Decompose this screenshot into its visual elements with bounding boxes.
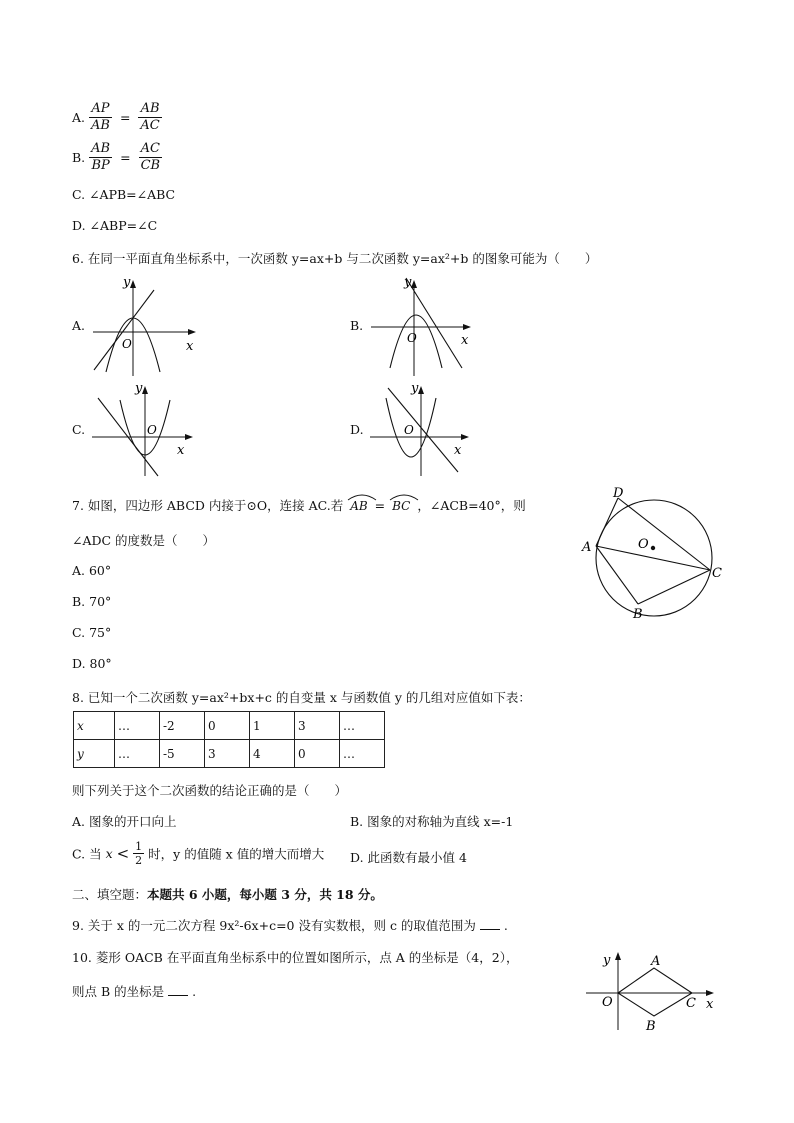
q6-stem: 6. 在同一平面直角坐标系中，一次函数 y=ax+b 与二次函数 y=ax²+b 的图象可能为（ ） (72, 251, 598, 266)
y-axis-label: y (135, 381, 143, 396)
denominator: BP (91, 158, 110, 173)
q6-graph-b (366, 272, 481, 380)
denominator: AC (140, 118, 160, 133)
arc-bc-label: BC (392, 499, 411, 513)
q10-line2-text: 则点 B 的坐标是 (72, 984, 165, 999)
q10-rhombus-figure (584, 948, 724, 1034)
table-cell: x (74, 712, 115, 740)
q8-question: 则下列关于这个二次函数的结论正确的是（ ） (72, 783, 348, 798)
center-o-label: O (638, 537, 649, 552)
x-axis-label: x (454, 443, 462, 458)
point-d-label: D (613, 486, 624, 501)
origin-label: O (122, 337, 132, 351)
table-cell: -5 (160, 740, 205, 768)
arc-ab-label: AB (350, 499, 368, 513)
origin-label: O (407, 331, 417, 345)
q7-option-d: D. 80° (72, 656, 112, 671)
point-b-label: B (633, 607, 643, 622)
q9-stem (72, 916, 508, 934)
q6-option-d-label: D. (350, 422, 364, 437)
fraction (89, 141, 112, 174)
numerator: 1 (135, 840, 143, 853)
y-axis-label: y (411, 381, 419, 396)
q5-option-b-label: B. (72, 150, 86, 165)
fraction-one-half (133, 840, 144, 867)
q6-option-a-label: A. (72, 318, 86, 333)
equals-sign: = (119, 110, 131, 125)
table-cell: … (115, 712, 160, 740)
q6-option-c-label: C. (72, 422, 86, 437)
arc-ab (347, 499, 370, 513)
equals-sign: = (120, 150, 131, 165)
denominator: 2 (135, 854, 143, 867)
less-than-sign: < (116, 844, 130, 863)
table-cell: 0 (205, 712, 250, 740)
q8-option-d: D. 此函数有最小值 4 (350, 850, 467, 865)
q8-option-c-prefix: C. 当 (72, 846, 102, 862)
arc-mark-icon (347, 493, 377, 501)
table-cell: … (340, 712, 385, 740)
y-axis-label: y (404, 275, 412, 290)
table-cell: … (340, 740, 385, 768)
denominator: AB (91, 118, 110, 133)
q5-option-c: C. ∠APB=∠ABC (72, 187, 176, 202)
table-cell: 3 (295, 712, 340, 740)
q6-option-b-label: B. (350, 318, 364, 333)
q10-line2 (72, 982, 196, 1000)
q5-option-a (72, 101, 162, 134)
q6-graph-c (88, 380, 203, 480)
q8-value-table (73, 711, 385, 768)
section-heading (72, 885, 383, 903)
table-cell: 4 (250, 740, 295, 768)
point-b-label: B (646, 1019, 656, 1034)
q7-circle-figure (576, 484, 728, 622)
table-row (74, 712, 385, 740)
section-heading-prefix: 二、填空题： (72, 887, 148, 902)
origin-label: O (602, 995, 613, 1010)
table-row (74, 740, 385, 768)
point-a-label: A (651, 954, 661, 969)
section-heading-detail: 本题共 6 小题，每小题 3 分，共 18 分。 (147, 887, 383, 902)
y-axis-label: y (603, 953, 611, 968)
fraction (138, 101, 161, 134)
q6-graph-d (366, 380, 481, 480)
x-axis-label: x (177, 443, 185, 458)
equals-sign: = (374, 498, 386, 513)
q7-option-b: B. 70° (72, 594, 112, 609)
q8-option-a: A. 图象的开口向上 (72, 814, 177, 829)
q7-stem-line2: ∠ADC 的度数是（ ） (72, 533, 216, 548)
x-axis-label: x (186, 339, 194, 354)
q7-option-c: C. 75° (72, 625, 112, 640)
q8-option-c-suffix: 时，y 的值随 x 值的增大而增大 (148, 846, 325, 862)
q5-option-a-label: A. (72, 110, 86, 125)
origin-label: O (147, 423, 157, 437)
table-cell: -2 (160, 712, 205, 740)
point-c-label: C (686, 996, 696, 1011)
q7-stem-part2: ，∠ACB=40°，则 (417, 498, 526, 513)
q7-stem-line1 (72, 496, 526, 514)
numerator: AB (91, 141, 111, 156)
table-cell: 1 (250, 712, 295, 740)
arc-mark-icon (389, 493, 419, 501)
arc-bc (389, 499, 413, 513)
table-cell: 0 (295, 740, 340, 768)
q6-graph-a (88, 272, 203, 380)
table-cell: … (115, 740, 160, 768)
q8-option-c (72, 840, 324, 867)
fraction (89, 101, 112, 134)
numerator: AC (139, 141, 163, 158)
numerator: AP (89, 101, 112, 118)
q10-line1: 10. 菱形 OACB 在平面直角坐标系中的位置如图所示，点 A 的坐标是（4，2）， (72, 950, 519, 965)
origin-label: O (404, 423, 414, 437)
x-axis-label: x (706, 997, 714, 1012)
q9-text: 9. 关于 x 的一元二次方程 9x²-6x+c=0 没有实数根，则 c 的取值范围为 (72, 918, 476, 933)
x-axis-label: x (461, 333, 469, 348)
q7-option-a: A. 60° (72, 563, 112, 578)
variable-x: x (105, 846, 113, 861)
q5-option-d: D. ∠ABP=∠C (72, 218, 158, 233)
numerator: AB (138, 101, 161, 118)
y-axis-label: y (123, 275, 131, 290)
q10-tail: . (192, 984, 197, 999)
point-a-label: A (582, 540, 592, 555)
q8-stem: 8. 已知一个二次函数 y=ax²+bx+c 的自变量 x 与函数值 y 的几组对应值如下表： (72, 690, 531, 705)
point-c-label: C (712, 566, 722, 581)
fraction (139, 141, 163, 174)
q8-option-b: B. 图象的对称轴为直线 x=-1 (350, 814, 514, 829)
answer-blank[interactable] (168, 983, 188, 996)
table-cell: 3 (205, 740, 250, 768)
q9-tail: . (503, 918, 508, 933)
q7-stem-part1: 7. 如图，四边形 ABCD 内接于⊙O，连接 AC.若 (72, 498, 344, 513)
table-cell: y (74, 740, 115, 768)
q5-option-b (72, 141, 162, 174)
answer-blank[interactable] (480, 917, 500, 930)
denominator: CB (140, 158, 161, 173)
